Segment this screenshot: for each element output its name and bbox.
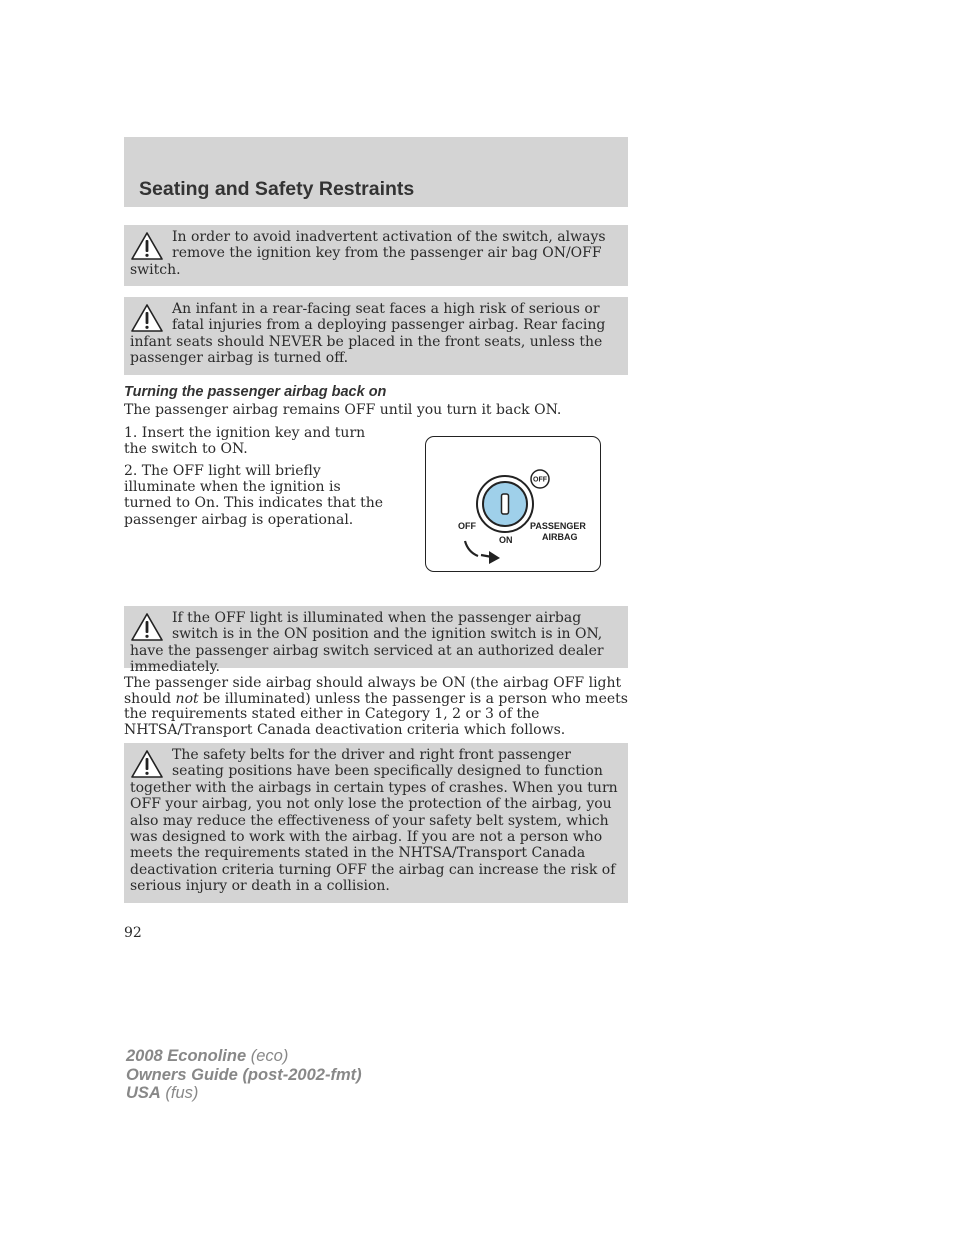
- footer-market: USA: [126, 1084, 161, 1102]
- footer-guide: Owners Guide (post-2002-fmt): [126, 1065, 362, 1084]
- warning-triangle-icon: [130, 612, 164, 642]
- section-header: [124, 137, 628, 207]
- page-number: 92: [124, 925, 142, 941]
- intro-text: The passenger airbag remains OFF until you turn it back ON.: [124, 402, 562, 418]
- warning-text: In order to avoid inadvertent activation of the switch, always remove the ignition key from the passenger air bag ON/OFF switch.: [130, 229, 606, 278]
- warning-text: An infant in a rear-facing seat faces a high risk of serious or fatal injuries from a deploying passenger airbag. Rear facing infant seats should NEVER be placed in the front seats, unless the passenger airbag is turned off.: [130, 301, 606, 367]
- warning-triangle-icon: [130, 231, 164, 261]
- warning-box: [124, 297, 628, 375]
- arrow-head-icon: [489, 551, 500, 564]
- warning-text: If the OFF light is illuminated when the passenger airbag switch is in the ON position and the ignition switch is in ON, have the passenger airbag switch serviced at an authorized dealer immediately.: [130, 610, 604, 676]
- step-2: 2. The OFF light will briefly illuminate when the ignition is turned to On. This indicates that the passenger airbag is operational.: [124, 463, 384, 528]
- subheading: Turning the passenger airbag back on: [124, 384, 387, 400]
- off-position-label: OFF: [458, 521, 476, 531]
- warning-box: [124, 225, 628, 286]
- airbag-label: AIRBAG: [542, 532, 578, 542]
- footer-model: 2008 Econoline: [126, 1047, 247, 1065]
- paragraph-emphasis: not: [175, 690, 199, 707]
- warning-triangle-icon: [130, 303, 164, 333]
- warning-text: The safety belts for the driver and right front passenger seating positions have been specifically designed to function together with the airbags in certain types of crashes. When you turn OFF your airbag, you not only lose the protection of the airbag, you also may reduce the effectiveness of your safety belt system, which was designed to work with the airbag. If you are not a person who meets the requirements stated in the NHTSA/Transport Canada deactivation criteria turning OFF the airbag can increase the risk of serious injury or death in a collision.: [130, 747, 618, 895]
- document-footer: [126, 1047, 362, 1103]
- rotation-arrow: [465, 541, 478, 556]
- on-position-label: ON: [499, 535, 513, 545]
- airbag-switch-figure: [425, 436, 601, 572]
- warning-box: [124, 606, 628, 676]
- warning-box: [124, 743, 628, 903]
- body-paragraph: [124, 676, 628, 738]
- off-light-label: OFF: [533, 476, 547, 484]
- step-1: 1. Insert the ignition key and turn the switch to ON.: [124, 425, 366, 458]
- footer-market-code: (fus): [160, 1084, 199, 1102]
- footer-model-code: (eco): [246, 1047, 289, 1065]
- paragraph-text: be illuminated) unless the passenger is a person who meets the requirements stated either in Category 1, 2 or 3 of the NHTSA/Transport Canada deactivation criteria which follows.: [124, 690, 628, 738]
- warning-triangle-icon: [130, 749, 164, 779]
- airbag-switch-illustration: [426, 437, 602, 573]
- paragraph-text: The passenger side airbag should always be ON (the airbag OFF light should: [124, 675, 622, 707]
- passenger-label: PASSENGER: [530, 521, 586, 531]
- section-title: Seating and Safety Restraints: [139, 178, 415, 200]
